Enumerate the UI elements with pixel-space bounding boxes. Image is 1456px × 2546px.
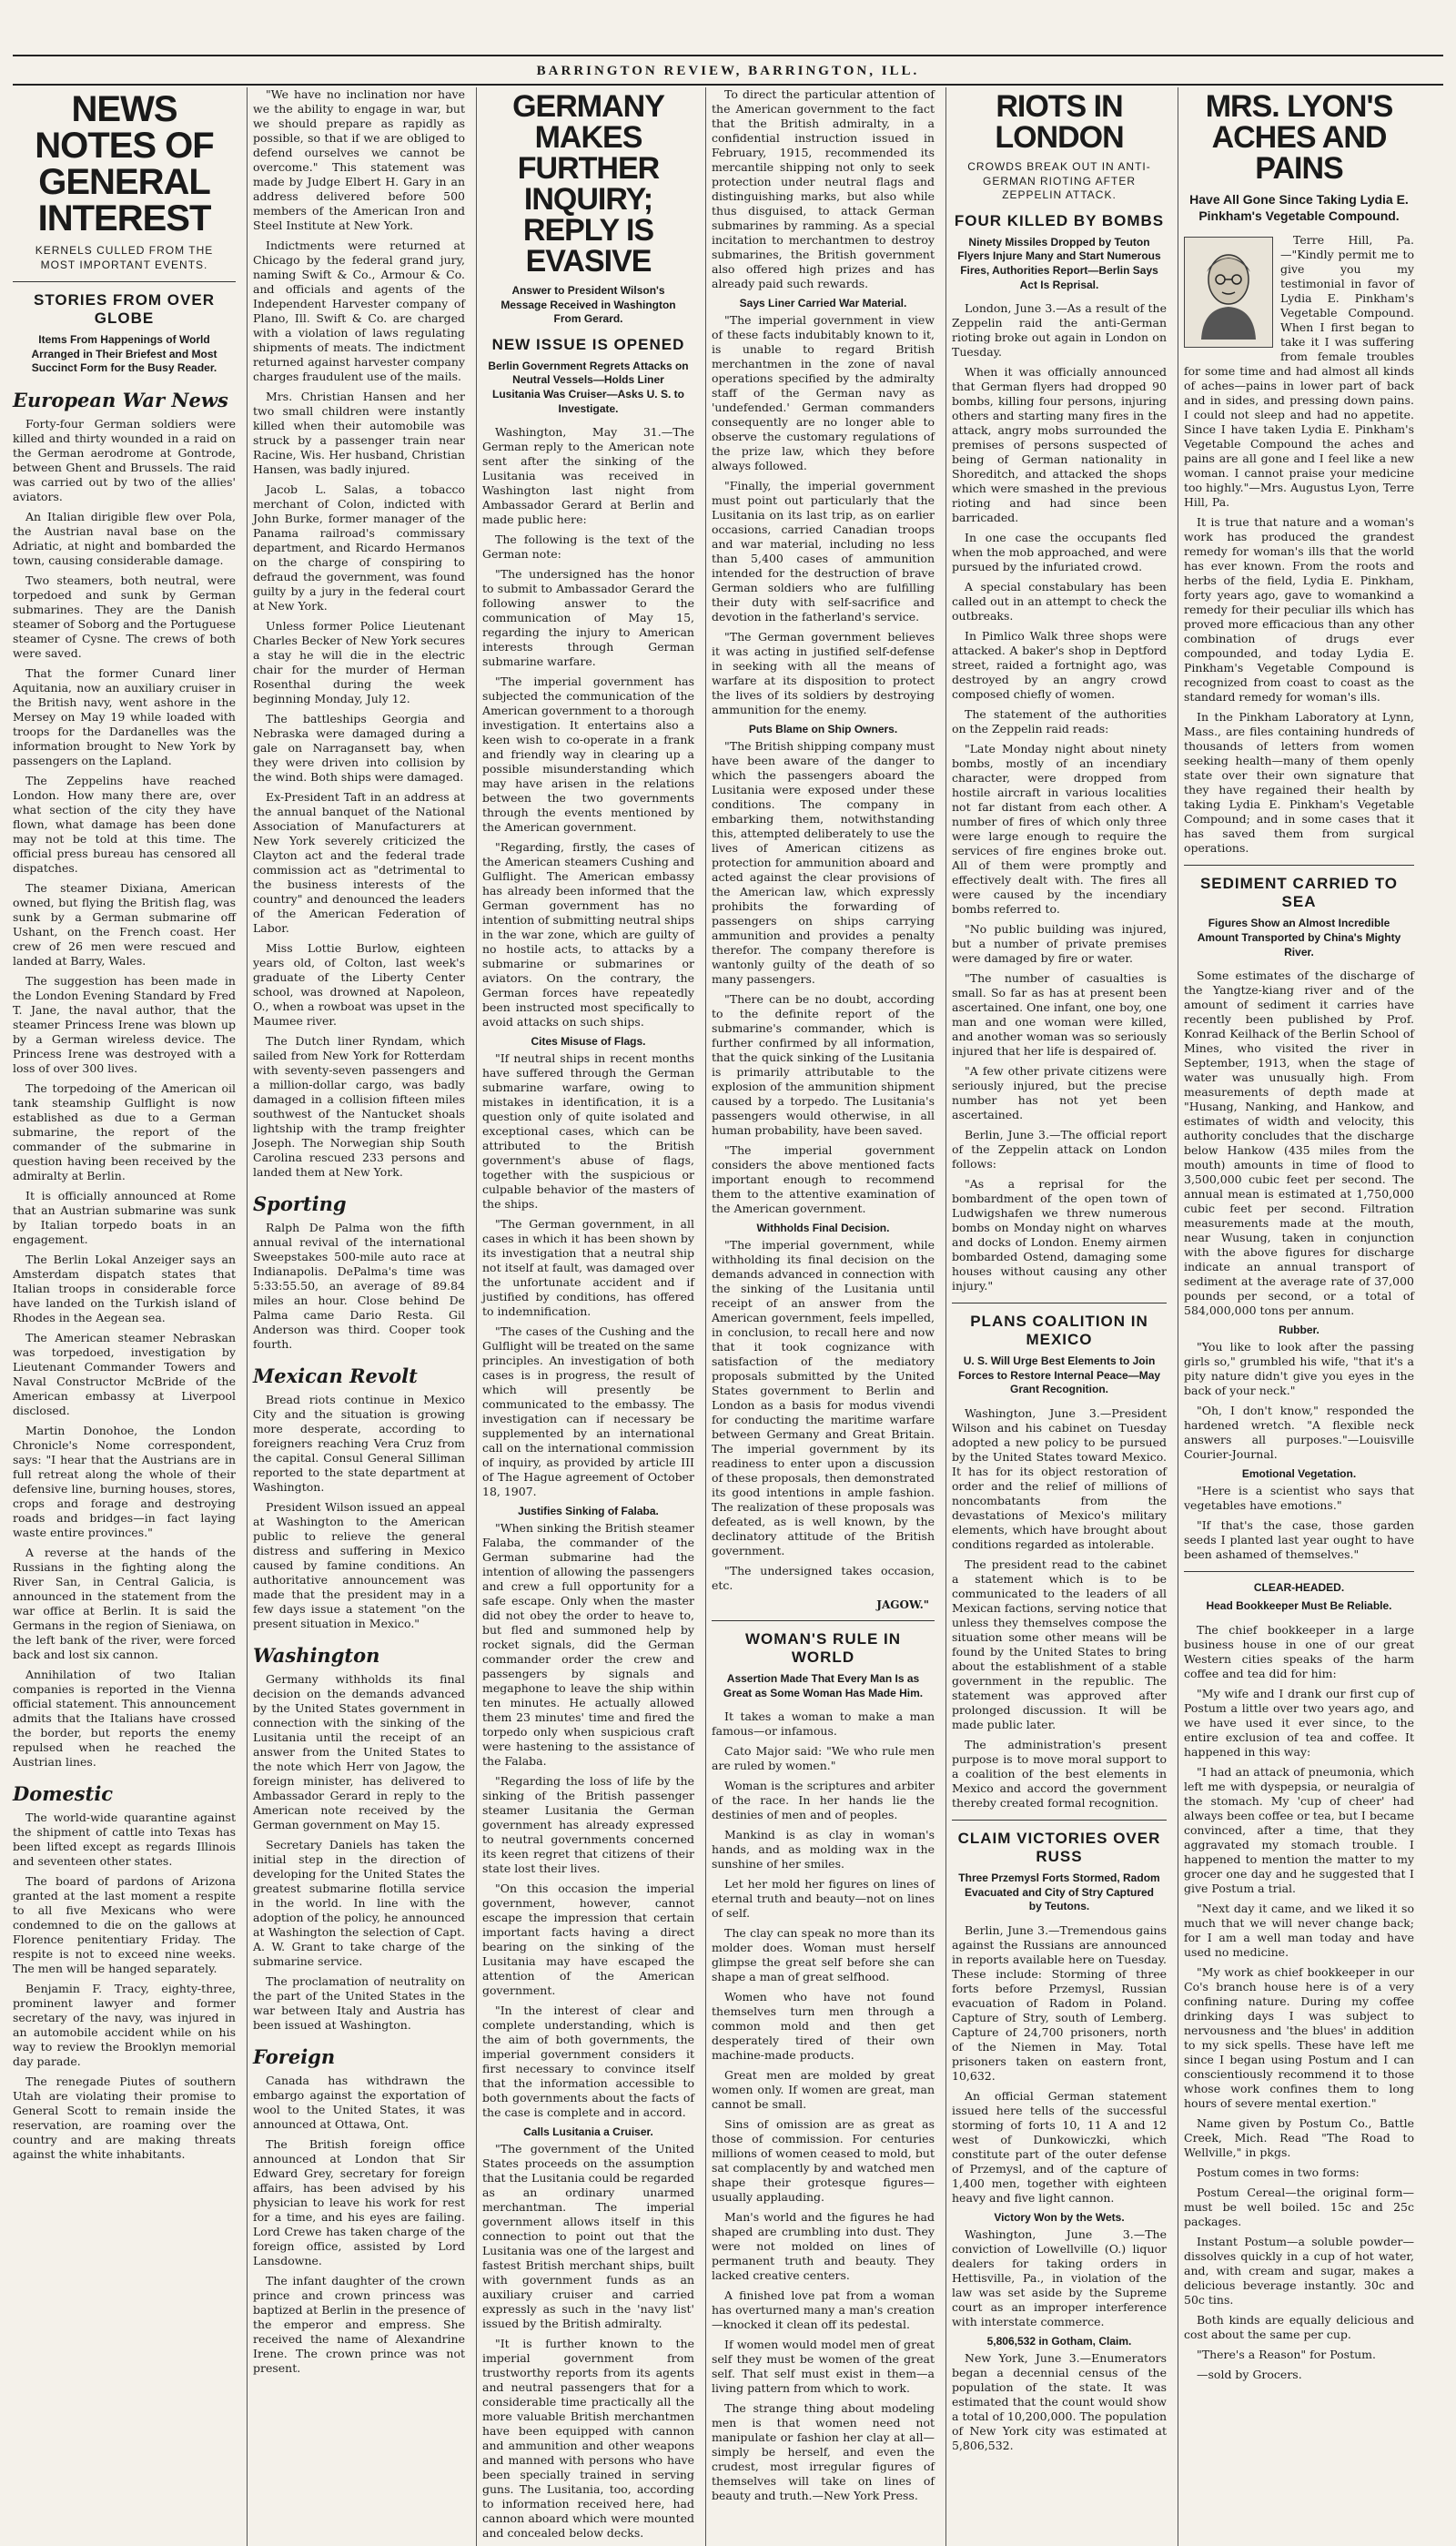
paragraph: To direct the particular attention of the American government to the fact that the British admiralty, in a confidential instruction issued in February, 1915, recommended its mercantile shipping not only to seek protection under neutral flags and distinguishing marks, but also while thus disguised, to attack German submarines by ramming. As a special incitation to merchantmen to destroy submarines, the British government also offered high prizes and has already paid such rewards. bbox=[712, 87, 935, 290]
paragraph: "Oh, I don't know," responded the hardened wretch. "A flexible neck answers all purposes."—Louisville Courier-Journal. bbox=[1184, 1404, 1414, 1462]
paragraph: "Here is a scientist who says that vegetables have emotions." bbox=[1184, 1484, 1414, 1513]
column-2 bbox=[247, 87, 465, 2546]
paragraph: The American steamer Nebraskan was torpedoed, investigation by Lieutenant Commander Towers and Naval Constructor McBride of the American embassy at Liverpool disclosed. bbox=[13, 1330, 236, 1417]
paras-rubber bbox=[1184, 1340, 1414, 1462]
paragraph: "I had an attack of pneumonia, which left me with dyspepsia, or neuralgia of the stomach. My 'cup of cheer' had always been coffee or tea, but I became convinced, after a time, that they aggravated my stomach trouble. I happened to mention the matter to my grocer one day and he suggested that I give Postum a trial. bbox=[1184, 1764, 1414, 1895]
paragraph: "A few other private citizens were seriously injured, but the precise number has not yet been ascertained. bbox=[952, 1064, 1167, 1122]
paragraph: The torpedoing of the American oil tank steamship Gulflight is now established as due to a German submarine, the report of the commander of the submarine in question having been received by the admiralty at Berlin. bbox=[13, 1080, 236, 1182]
divider bbox=[952, 1820, 1167, 1821]
deck-answer: Answer to President Wilson's Message Received in Washington From Gerard. bbox=[500, 284, 676, 326]
paragraph: "The British shipping company must have been aware of the danger to which the passengers aboard the Lusitania were exposed under these conditions. The company in embarking them, notwithstanding this, attempted deliberately to use the lives of American citizens as protection for ammunition aboard and acted against the clear provisions of the American law, which expressly prohibits the forwarding of passengers on ships carrying ammunition and provides a penalty therefor. The company therefore is wantonly guilty of the death of so many passengers. bbox=[712, 739, 935, 986]
column-3 bbox=[476, 87, 694, 2546]
subhead-cruiser: Calls Lusitania a Cruiser. bbox=[523, 2125, 653, 2139]
paragraph: Two steamers, both neutral, were torpedoed and sunk by German submarines. They are the Danish steamer of Soborg and the Portuguese steamer of Cysne. The crews of both were saved. bbox=[13, 573, 236, 660]
paragraph: "You like to look after the passing girls so," grumbled his wife, "that it's a pity nature didn't give you eyes in the back of your neck." bbox=[1184, 1340, 1414, 1398]
paragraph: "The cases of the Cushing and the Gulflight will be treated on the same principles. An investigation of both cases is in progress, the result of which will presently be communicated to the embassy. The investigation can if necessary be supplemented by an international call on the international commission of inquiry, as provided by article III of The Hague agreement of October 18, 1907. bbox=[482, 1324, 694, 1499]
paragraph: Cato Major said: "We who rule men are ruled by women." bbox=[712, 1744, 935, 1773]
divider bbox=[712, 1620, 935, 1621]
portrait-icon bbox=[1192, 245, 1265, 340]
paragraph: The Zeppelins have reached London. How many there are, over what section of the city they have flown, what damage has been done may not be told at this time. The official press bureau has censored all dispatches. bbox=[13, 773, 236, 875]
paragraph: London, June 3.—As a result of the Zeppelin raid the anti-German rioting broke out again in London on Tuesday. bbox=[952, 301, 1167, 360]
paragraph: Washington, May 31.—The German reply to the American note sent after the sinking of the Lusitania was received in Washington last night from Ambassador Gerard at Berlin and made public here: bbox=[482, 425, 694, 527]
divider bbox=[1184, 865, 1414, 866]
subhead-crowds: CROWDS BREAK OUT IN ANTI-GERMAN RIOTING AFTER ZEPPELIN ATTACK. bbox=[967, 160, 1151, 202]
paragraph: The steamer Dixiana, American owned, but flying the British flag, was sunk by a German submarine off Ushant, on the French coast. Her crew of 26 men were rescued and landed at Barry, Wales. bbox=[13, 880, 236, 968]
paragraph: A reverse at the hands of the Russians in the fighting along the River San, in Central Galicia, is announced in the statement from the war office at Berlin. It is said the Germans in the region of Sieniawa, on the left bank of the river, were forced back and lost six cannon. bbox=[13, 1545, 236, 1661]
paras-emotional bbox=[1184, 1484, 1414, 1562]
paragraph: The infant daughter of the crown prince and crown princess was baptized at Berlin in the presence of the emperor and empress. She received the name of Alexandrine Irene. The crown prince was not present. bbox=[253, 2274, 465, 2375]
column-5 bbox=[945, 87, 1167, 2546]
paras-womans-rule bbox=[712, 1709, 935, 2503]
deck-coalition: U. S. Will Urge Best Elements to Join Forces to Restore Internal Peace—May Grant Recognition. bbox=[957, 1354, 1161, 1396]
headline-victories: CLAIM VICTORIES OVER RUSS bbox=[957, 1829, 1161, 1865]
paragraph: Woman is the scriptures and arbiter of the race. In her hands lie the destinies of men and of peoples. bbox=[712, 1779, 935, 1822]
paragraph: That the former Cunard liner Aquitania, now an auxiliary cruiser in the British navy, went ashore in the Mersey on May 19 while loaded with troops for the Dardanelles was the information brought to New York by passengers on the Lapland. bbox=[13, 665, 236, 767]
subhead-rubber: Rubber. bbox=[1279, 1324, 1320, 1337]
paragraph: Instant Postum—a soluble powder—dissolves quickly in a cup of hot water, and, with cream and sugar, makes a delicious beverage instantly. 30c and 50c tins. bbox=[1184, 2234, 1414, 2307]
masthead-rule-bottom bbox=[13, 84, 1443, 86]
headline-germany: GERMANY MAKES FURTHER INQUIRY; REPLY IS EVASIVE bbox=[512, 89, 664, 279]
paragraph: "The imperial government in view of these facts indubitably known to it, is unable to regard British merchantmen in the zone of naval operations specified by the admiralty staff of the German navy as 'undefended.' German commanders consequently are no longer able to observe the customary regulations of the prize law, which they before always followed. bbox=[712, 313, 935, 472]
paragraph: The board of pardons of Arizona granted at the last moment a respite to all five Mexicans who were condemned to die on the gallows at Florence penitentiary Friday. The respite is not to exceed nine weeks. The men will be hanged separately. bbox=[13, 1873, 236, 1975]
paras-postum bbox=[1184, 1623, 1414, 2382]
headline-clear-headed: CLEAR-HEADED. bbox=[1253, 1581, 1345, 1595]
paragraph: New York, June 3.—Enumerators began a decennial census of the population of the state. It was estimated that the count would show a total of 10,200,000. The population of New York city was estimated at 5,806,532. bbox=[952, 2350, 1167, 2452]
deck-ninety: Ninety Missiles Dropped by Teuton Flyers Injure Many and Start Numerous Fires, Authorities Report—Berlin Says Act Is Reprisal. bbox=[957, 235, 1161, 291]
paras-victories bbox=[952, 1923, 1167, 2206]
banner-new-issue: NEW ISSUE IS OPENED bbox=[491, 335, 685, 353]
divider bbox=[1184, 1571, 1414, 1572]
paragraph: Let her mold her figures on lines of eternal truth and beauty—not on lines of self. bbox=[712, 1877, 935, 1921]
deck-berlin: Berlin Government Regrets Attacks on Neutral Vessels—Holds Liner Lusitania Was Cruiser—Asks U. S. to Investigate. bbox=[488, 359, 689, 415]
paragraph: The following is the text of the German note: bbox=[482, 533, 694, 562]
paragraph: Man's world and the figures he had shaped are crumbling into dust. They were not molded on lines of permanent truth and beauty. They lacked creative centers. bbox=[712, 2210, 935, 2283]
paragraph: Name given by Postum Co., Battle Creek, Mich. Read "The Road to Wellville," in pkgs. bbox=[1184, 2115, 1414, 2159]
paragraph: A finished love pat from a woman has overturned many a man's creation—knocked it clean off its pedestal. bbox=[712, 2288, 935, 2332]
paragraph: Annihilation of two Italian companies is reported in the Vienna official statement. This announcement admits that the Italians have crossed the border, but reports the enemy repulsed when he reached the Austrian lines. bbox=[13, 1667, 236, 1769]
paragraph: An official German statement issued here tells of the successful storming of forts 10, 11 A and 12 west of Dunkowiczki, which constitute part of the outer defense of Przemysl, and of the capture of 1,400 men, together with eighteen heavy and five light cannon. bbox=[952, 2088, 1167, 2205]
paragraph: "Late Monday night about ninety bombs, mostly of an incendiary character, were dropped from hostile aircraft in various localities not far distant from each other. A number of fires of which only three were large enough to require the services of fire engines broke out. All of them were promptly and effectively dealt with. The fires all were caused by the incendiary bombs referred to. bbox=[952, 742, 1167, 917]
deck-sediment: Figures Show an Almost Incredible Amount Transported by China's Mighty River. bbox=[1197, 917, 1401, 959]
paragraph: "Regarding the loss of life by the sinking of the British passenger steamer Lusitania the German government has already expressed to neutral governments concerned its keen regret that citizens of their state lost their lives. bbox=[482, 1774, 694, 1876]
paragraph: In one case the occupants fled when the mob approached, and were pursued by the infuriated crowd. bbox=[952, 531, 1167, 574]
paras-col3-a bbox=[482, 425, 694, 1030]
paras-col3-d bbox=[482, 2142, 694, 2541]
paragraph: "The undersigned has the honor to submit to Ambassador Gerard the following answer to the communication of May 15, regarding the injury to American interests through German submarine warfare. bbox=[482, 567, 694, 669]
section-european-war: European War News bbox=[13, 388, 228, 411]
paragraph: "The imperial government, while withholding its final decision on the demands advanced in connection with the sinking of the Lusitania until receipt of an answer from the American government, feels impelled, in conclusion, to recall here and now that it took cognizance with satisfaction of the mediatory proposals submitted by the United States government to Berlin and London as a basis for modus vivendi for conducting the maritime warfare between Germany and Great Britain. The imperial government by its readiness to enter upon a discussion of these proposals, then demonstrated its good intentions in ample fashion. The realization of these proposals was defeated, as is well known, by the declinatory attitude of the British government. bbox=[712, 1238, 935, 1557]
paras-european-war bbox=[13, 417, 236, 1770]
deck-przemysl: Three Przemysl Forts Stormed, Radom Evacuated and City of Stry Captured by Teutons. bbox=[958, 1871, 1160, 1913]
paragraph: The British foreign office announced at London that Sir Edward Grey, secretary for foreign affairs, has been advised by his physician to leave his work for rest for a time, and his eyes are failing. Lord Crewe has taken charge of the foreign office, assisted by Lord Lansdowne. bbox=[253, 2137, 465, 2267]
deck-items: Items From Happenings of World Arranged in Their Briefest and Most Succinct Form for the Busy Reader. bbox=[31, 333, 217, 375]
paragraph: Both kinds are equally delicious and cost about the same per cup. bbox=[1184, 2312, 1414, 2341]
paragraph: The Berlin Lokal Anzeiger says an Amsterdam dispatch states that Italian troops in considerable force have landed on the Turkish island of Rhodes in the Aegean sea. bbox=[13, 1252, 236, 1324]
paragraph: The statement of the authorities on the Zeppelin raid reads: bbox=[952, 707, 1167, 736]
paragraph: "As a reprisal for the bombardment of the open town of Ludwigshafen we threw numerous bombs on Monday night on wharves and docks of London. Enemy airmen bombarded Ostend, damaging some houses without causing any other injury." bbox=[952, 1177, 1167, 1293]
paras-col3-b bbox=[482, 1051, 694, 1499]
paragraph: Germany withholds its final decision on the demands advanced by the United States government in connection with the sinking of the Lusitania until the receipt of an answer from the United States to the note which Herr von Jagow, the foreign minister, has delivered to Ambassador Gerard in reply to the American note received by the German government on May 15. bbox=[253, 1672, 465, 1831]
paragraph: Martin Donohoe, the London Chronicle's Nome correspondent, says: "I hear that the Austrians are in full retreat along the whole of their defensive line, burning houses, stores, crops and forage and destroying roads and bridges—in fact laying waste entire provinces." bbox=[13, 1423, 236, 1539]
paragraph: "There can be no doubt, according to the definite report of the submarine's commander, which is further confirmed by all information, that the quick sinking of the Lusitania is primarily attributable to the explosion of the ammunition shipment caused by a torpedo. The Lusitania's passengers would otherwise, in all human probability, have been saved. bbox=[712, 992, 935, 1137]
paragraph: Postum Cereal—the original form—must be well boiled. 15c and 25c packages. bbox=[1184, 2185, 1414, 2228]
paragraph: Washington, June 3.—President Wilson and his cabinet on Tuesday adopted a new policy to be pursued by the United States toward Mexico. It has for its object restoration of order and the relief of millions of noncombatants from the devastations of Mexico's military elements, which have brought about conditions regarded as intolerable. bbox=[952, 1405, 1167, 1551]
paragraph: "My wife and I drank our first cup of Postum a little over two years ago, and we have used it ever since, to the entire exclusion of tea and coffee. It happened in this way: bbox=[1184, 1686, 1414, 1759]
paras-wets bbox=[952, 2227, 1167, 2329]
masthead-rule-top bbox=[13, 55, 1443, 56]
paragraph: The strange thing about modeling men is that women need not manipulate or fashion her clay at all—simply be herself, and even the crudest, most irregular figures of themselves will take on lines of beauty and truth.—New York Press. bbox=[712, 2401, 935, 2503]
paragraph: The administration's present purpose is to move moral support to a coalition of the best elements in Mexico and accord the government thereby created formal recognition. bbox=[952, 1737, 1167, 1810]
paragraph: "When sinking the British steamer Falaba, the commander of the German submarine had the intention of allowing the passengers and crew a full opportunity for a safe escape. Only when the master did not obey the order to heave to, but fled and summoned help by rocket signals, did the German commander order the crew and passengers by signals and megaphone to leave the ship within ten minutes. He actually allowed them 23 minutes' time and fired the torpedo only when suspicious craft were hastening to the assistance of the Falaba. bbox=[482, 1521, 694, 1769]
paragraph: "The German government believes it was acting in justified self-defense in seeking with all the means of warfare at its disposition to protect the lives of its soldiers by destroying ammunition for the enemy. bbox=[712, 630, 935, 716]
subhead-gotham: 5,806,532 in Gotham, Claim. bbox=[986, 2334, 1132, 2348]
columns bbox=[13, 87, 1443, 2541]
subhead-emotional: Emotional Vegetation. bbox=[1241, 1467, 1357, 1481]
paragraph: Mankind is as clay in woman's hands, and as molding wax in the sunshine of her smiles. bbox=[712, 1828, 935, 1871]
paragraph: It is officially announced at Rome that an Austrian submarine was sunk by Italian torpedo boats in an engagement. bbox=[13, 1188, 236, 1246]
paragraph: Berlin, June 3.—Tremendous gains against the Russians are announced in reports available here on Tuesday. These include: Storming of three forts before Przemysl, Russian evacuation of Radom in Poland. Capture of Stry, south of Lemberg. Capture of 24,700 prisoners, north of the Niemen in May. Total prisoners taken on eastern front, 10,632. bbox=[952, 1922, 1167, 2083]
paragraph: "If neutral ships in recent months have suffered through the German submarine warfare, owing to mistakes in identification, it is a question only of quite isolated and exceptional cases, which can be attributed to the British government's abuse of flags, together with the suspicious or culpable behavior of the masters of the ships. bbox=[482, 1051, 694, 1212]
paragraph: "No public building was injured, but a number of private premises were damaged by fire or water. bbox=[952, 922, 1167, 966]
paras-mexican bbox=[253, 1393, 465, 1631]
paragraph: Miss Lottie Burlow, eighteen years old, of Colton, last week's graduate of the Liberty Center school, was drowned at Napoleon, O., when a rowboat was upset in the Maumee river. bbox=[253, 941, 465, 1028]
paragraph: "Regarding, firstly, the cases of the American steamers Cushing and Gulflight. The American embassy has already been informed that the German government has no intention of submitting neutral ships in the war zone, which are guilty of no hostile acts, to attacks by a submarine or submarines or aviators. On the contrary, the German forces have repeatedly been instructed most specifically to avoid attacks on such ships. bbox=[482, 840, 694, 1030]
column-1 bbox=[13, 87, 236, 2546]
paragraph: "We have no inclination nor have we the ability to engage in war, but we should prepare as rapidly as possible, so that if we are obliged to defend ourselves we cannot be overcome." This statement was made by Judge Elbert H. Gary in an address delivered before 500 members of the American Iron and Steel Institute at New York. bbox=[253, 87, 465, 232]
paragraph: Benjamin F. Tracy, eighty-three, prominent lawyer and former secretary of the navy, was injured in an automobile accident while on his way to review the Brooklyn memorial day parade. bbox=[13, 1981, 236, 2068]
paras-riots bbox=[952, 301, 1167, 1293]
paragraph: "The imperial government has subjected the communication of the American government to a thorough investigation. It entertains also a keen wish to co-operate in a frank and friendly way in clearing up a possible misunderstanding which may have arisen in the relations between the two governments through the events mentioned by the American government. bbox=[482, 675, 694, 835]
paragraph: A special constabulary has been called out in an attempt to check the outbreaks. bbox=[952, 580, 1167, 624]
paras-col4-a bbox=[712, 87, 935, 291]
paragraph: When it was officially announced that German flyers had dropped 90 bombs, killing four persons, injuring others and starting many fires in the attack, angry mobs surrounded the premises of persons suspected of being of German nationality in Shoreditch, and attacked the shops which were smashed in the previous rioting and had since been barricaded. bbox=[952, 365, 1167, 525]
paragraph: "My work as chief bookkeeper in our Co's branch house here is of a very confining nature. During my coffee drinking days I was subject to nervousness and 'the blues' in addition to my sick spells. These have left me since I began using Postum and I can conscientiously recommend it to those whose work confines them to long hours of severe mental exertion." bbox=[1184, 1964, 1414, 2110]
subhead-war-material: Says Liner Carried War Material. bbox=[739, 297, 907, 309]
paras-sediment bbox=[1184, 969, 1414, 1318]
paragraph: The world-wide quarantine against the shipment of cattle into Texas has been lifted except as regards Illinois and seventeen other states. bbox=[13, 1810, 236, 1868]
paras-col3-c bbox=[482, 1521, 694, 2120]
paragraph: Postum comes in two forms: bbox=[1197, 2165, 1360, 2179]
paras-col4-d bbox=[712, 1238, 935, 1593]
paragraph: President Wilson issued an appeal at Washington to the American public to relieve the general distress and suffering in Mexico caused by famine conditions. An authoritative announcement was made that the president may in a few days issue a statement "on the present situation in Mexico." bbox=[253, 1500, 465, 1630]
paragraph: The proclamation of neutrality on the part of the United States in the war between Italy and Austria has been issued at Washington. bbox=[253, 1974, 465, 2032]
headline-coalition: PLANS COALITION IN MEXICO bbox=[970, 1313, 1148, 1349]
paragraph: "The government of the United States proceeds on the assumption that the Lusitania could be regarded as an ordinary unarmed merchantman. The imperial government allows itself in this connection to point out that the Lusitania was one of the largest and fastest British merchant ships, built with government funds as an auxiliary cruiser and carried expressly as such in the 'navy list' issued by the British admiralty. bbox=[482, 2142, 694, 2331]
paras-domestic bbox=[13, 1811, 236, 2162]
paragraph: Mrs. Christian Hansen and her two small children were instantly killed when their automobile was struck by a passenger train near Racine, Wis. Her husband, Christian Hansen, was badly injured. bbox=[253, 390, 465, 476]
subhead-wets: Victory Won by the Wets. bbox=[994, 2210, 1125, 2224]
paras-col4-c bbox=[712, 739, 935, 1216]
headline-mrs-lyon: MRS. LYON'S ACHES AND PAINS bbox=[1205, 89, 1393, 186]
paragraph: "If that's the case, those garden seeds I planted last year ought to have been ashamed of themselves." bbox=[1184, 1518, 1414, 1562]
paragraph: Great men are molded by great women only. If women are great, man cannot be small. bbox=[712, 2068, 935, 2112]
paragraph: Canada has withdrawn the embargo against the exportation of wool to the United States, it was announced at Ottawa, Ont. bbox=[253, 2074, 465, 2131]
paragraph: "The undersigned takes occasion, etc. bbox=[712, 1564, 935, 1592]
paragraph: "There's a Reason" for Postum. bbox=[1197, 2347, 1376, 2361]
column-4 bbox=[705, 87, 935, 2546]
paragraph: "In the interest of clear and complete understanding, which is the aim of both governments, the imperial government considers it first necessary to convince itself that the information accessible to both governments about the facts of the case is complete and in accord. bbox=[482, 2003, 694, 2120]
paragraph: Indictments were returned at Chicago by the federal grand jury, naming Swift & Co., Armour & Co. and officials and agents of the Independent Harvester company of Plano, Ill. Swift & Co. are charged with a violation of laws regulating shipments of meats. The indictment returned against harvester company charges fraudulent use of the mails. bbox=[253, 238, 465, 383]
paragraph: In the Pinkham Laboratory at Lynn, Mass., are files containing hundreds of thousands of letters from women seeking health—many of them openly state over their own signature that they have regained their health by taking Lydia E. Pinkham's Vegetable Compound; and in some cases that it has saved them from surgical operations. bbox=[1184, 710, 1414, 856]
paragraph: Berlin, June 3.—The official report of the Zeppelin attack on London follows: bbox=[952, 1128, 1167, 1172]
column-6 bbox=[1178, 87, 1414, 2546]
paragraph: Terre Hill, Pa.—"Kindly permit me to give you my testimonial in favor of Lydia E. Pinkham's Vegetable Compound. When I first began to take it I was suffering from female troubles for some time and had almost all kinds of aches—pains in lower part of back and in sides, and pressing down pains. I could not sleep and had no appetite. Since I have taken Lydia E. Pinkham's Vegetable Compound the aches and pains are all gone and I feel like a new woman. I cannot praise your medicine too highly."—Mrs. Augustus Lyon, Terre Hill, Pa. bbox=[1184, 233, 1414, 510]
headline-news-notes: NEWS NOTES OF GENERAL INTEREST bbox=[35, 89, 214, 238]
paras-coalition bbox=[952, 1406, 1167, 1811]
paragraph: "It is further known to the imperial government from trustworthy reports from its agents and neutral passengers that for a considerable time practically all the more valuable British merchantmen have been equipped with cannon and ammunition and other weapons and manned with persons who have been specially trained in serving guns. The Lusitania, too, according to information received here, had cannon aboard which were mounted and concealed below decks. bbox=[482, 2337, 694, 2541]
paragraph: "Finally, the imperial government must point out particularly that the Lusitania on its last trip, as on earlier occasions, carried Canadian troops and war material, including no less than 5,400 cases of ammunition intended for the destruction of brave German soldiers who are fulfilling their duty with self-sacrifice and devotion in the fatherland's service. bbox=[712, 479, 935, 624]
paragraph: Sins of omission are as great as those of commission. For centuries millions of women ceased to mold, but sat complacently by and watched men shape their grotesque figures—usually applauding. bbox=[712, 2117, 935, 2205]
paragraph: "The imperial government considers the above mentioned facts important enough to recommend them to the attentive examination of the American government. bbox=[712, 1143, 935, 1215]
subhead-kernels: KERNELS CULLED FROM THE MOST IMPORTANT EVENTS. bbox=[35, 244, 214, 271]
paragraph: Washington, June 3.—The conviction of Lowellville (O.) liquor dealers for taking orders in Hettisville, Pa., in violation of the law was set aside by the Supreme court as an improper interference with interstate commerce. bbox=[952, 2226, 1167, 2328]
deck-pinkham: Have All Gone Since Taking Lydia E. Pinkham's Vegetable Compound. bbox=[1189, 192, 1409, 224]
banner-stories: STORIES FROM OVER GLOBE bbox=[34, 291, 215, 328]
paragraph: Secretary Daniels has taken the initial step in the direction of developing for the United States the greatest submarine flotilla service in the world. In line with the adoption of the policy, he announced at Washington the selection of Capt. A. W. Grant to take charge of the submarine service. bbox=[253, 1838, 465, 1968]
subhead-withholds: Withholds Final Decision. bbox=[756, 1222, 890, 1234]
paragraph: An Italian dirigible flew over Pola, the Austrian naval base on the Adriatic, at night and bombarded the town, causing considerable damage. bbox=[13, 509, 236, 567]
paragraph: Bread riots continue in Mexico City and the situation is growing more desperate, according to foreigners reaching Vera Cruz from the capital. Consul General Silliman reported to the state department at Washington. bbox=[253, 1393, 465, 1494]
paras-washington bbox=[253, 1672, 465, 2033]
paras-foreign bbox=[253, 2074, 465, 2376]
portrait-woman-image bbox=[1184, 237, 1273, 348]
paragraph: Unless former Police Lieutenant Charles Becker of New York secures a stay he will die in the electric chair for the murder of Herman Rosenthal during the week beginning Monday, July 12. bbox=[253, 619, 465, 705]
masthead: BARRINGTON REVIEW, BARRINGTON, ILL. bbox=[536, 64, 920, 78]
paragraph: "The German government, in all cases in which it has been shown by its investigation that a neutral ship not itself at fault, was damaged over the unfortunate accident and if justified by conditions, has offered to indemnification. bbox=[482, 1217, 694, 1319]
section-sporting: Sporting bbox=[253, 1192, 347, 1215]
paragraph: "On this occasion the imperial government, however, cannot escape the impression that certain important facts having a direct bearing on the sinking of the Lusitania may have escaped the attention of the American government. bbox=[482, 1882, 694, 1998]
paras-col2 bbox=[253, 87, 465, 1180]
paragraph: Ex-President Taft in an address at the annual banquet of the National Association of Manufacturers at New York severely criticized the Clayton act and the federal trade commission act as "detrimental to the business interests of the country" and denounced the leaders of the American Federation of Labor. bbox=[253, 790, 465, 935]
paragraph: "The number of casualties is small. So far as has at present been ascertained. One infant, one boy, one man and one woman were killed, and another woman was so seriously injured that her life is despaired of. bbox=[952, 971, 1167, 1059]
section-domestic: Domestic bbox=[13, 1781, 114, 1805]
paragraph: —sold by Grocers. bbox=[1197, 2367, 1302, 2381]
paras-gotham bbox=[952, 2351, 1167, 2453]
paragraph: The clay can speak no more than its molder does. Woman must herself glimpse the great self before she can shape a man of great selfhood. bbox=[712, 1926, 935, 1984]
subhead-ship-owners: Puts Blame on Ship Owners. bbox=[748, 723, 898, 735]
section-mexican: Mexican Revolt bbox=[253, 1364, 418, 1387]
paragraph: Jacob L. Salas, a tobacco merchant of Colon, indicted with John Burke, former manager of the Panama railroad's commissary department, and Ricardo Hermanos on the charge of conspiring to defraud the government, was found guilty by a jury in the federal court at New York. bbox=[253, 482, 465, 613]
headline-riots: RIOTS IN LONDON bbox=[995, 89, 1124, 155]
paragraph: The battleships Georgia and Nebraska were damaged during a gale on Narragansett bay, when they were driven into collision by the wind. Both ships were damaged. bbox=[253, 712, 465, 784]
section-foreign: Foreign bbox=[253, 2045, 336, 2068]
deck-assertion: Assertion Made That Every Man Is as Great as Some Woman Has Made Him. bbox=[723, 1672, 924, 1699]
paragraph: Women who have not found themselves turn men through a common mold and then get desperately tired of their own machine-made products. bbox=[712, 1990, 935, 2063]
subhead-misuse-flags: Cites Misuse of Flags. bbox=[531, 1035, 646, 1049]
paragraph: The president read to the cabinet a statement which is to be communicated to the leaders of all Mexican factions, serving notice that unless they themselves compose the situation some other means will be found by the United States to bring about the establishment of a stable government in the republic. The statement was approved after prolonged discussion. It will be made public later. bbox=[952, 1557, 1167, 1731]
headline-womans-rule: WOMAN'S RULE IN WORLD bbox=[744, 1630, 902, 1666]
headline-sediment: SEDIMENT CARRIED TO SEA bbox=[1199, 875, 1399, 911]
paragraph: Some estimates of the discharge of the Yangtze-kiang river and of the amount of sediment it carries have recently been published by Prof. Konrad Keilhack of the Berlin School of Mines, who visited the river in September, 1913, when the stage of water was unusually high. From measurements of depth made at "Husang, Nanking, and Hankow, and estimates of width and velocity, this authority concludes that the discharge below Hankow (435 miles from the mouth) amounts in time of flood to 3,500,000 cubic feet per second. The annual mean is estimated at 1,750,000 cubic feet per second. Filtration measurements made at the mouth, near Wusung, taken in conjunction with the above figures for discharge indicate an annual transport of sediment at the average rate of 37,000 pounds per second, or a total of 584,000,000 tons per annum. bbox=[1184, 969, 1414, 1318]
paragraph: The renegade Piutes of southern Utah are violating their promise to General Scott to remain inside the reservation, are roaming over the country and are making threats against the white inhabitants. bbox=[13, 2074, 236, 2161]
paragraph: In Pimlico Walk three shops were attacked. A baker's shop in Deptford street, raided a fortnight ago, was destroyed by an angry crowd composed chiefly of women. bbox=[952, 629, 1167, 702]
paragraph: It is true that nature and a woman's work has produced the grandest remedy for woman's ills that the world has ever known. From the roots and herbs of the field, Lydia E. Pinkham, forty years ago, gave to womankind a remedy for their peculiar ills which has proved more efficacious than any other combination of drugs ever compounded, and today Lydia E. Pinkham's Vegetable Compound is recognized from coast to coast as the standard remedy for woman's ills. bbox=[1184, 515, 1414, 705]
divider bbox=[13, 281, 236, 282]
paragraph: "Next day it came, and we liked it so much that we will never change back; for I am a well man today and have used no medicine. bbox=[1184, 1901, 1414, 1959]
paras-col4-b bbox=[712, 313, 935, 717]
paragraph: It takes a woman to make a man famous—or infamous. bbox=[712, 1709, 935, 1739]
signature-jagow: JAGOW." bbox=[876, 1598, 929, 1611]
deck-bookkeeper: Head Bookkeeper Must Be Reliable. bbox=[1206, 1599, 1392, 1613]
paragraph: The suggestion has been made in the London Evening Standard by Fred T. Jane, the naval author, that the steamer Princess Irene was blown up by a German wireless device. The Princess Irene was destroyed with a loss of over 300 lives. bbox=[13, 973, 236, 1075]
banner-four-killed: FOUR KILLED BY BOMBS bbox=[954, 211, 1165, 229]
paragraph: The chief bookkeeper in a large business house in one of our great Western cities speaks of the harm coffee and tea did for him: bbox=[1184, 1622, 1414, 1680]
paragraph: If women would model men of great self they must be women of the great self. That self must exist in them—a living pattern from which to work. bbox=[712, 2338, 935, 2396]
sport-paragraph: Ralph De Palma won the fifth annual revival of the international Sweepstakes 500-mile auto race at Indianapolis. DePalma's time was 5:33:55.50, an average of 89.84 miles an hour. Close behind De Palma came Dario Resta. Gil Anderson was third. Cooper took fourth. bbox=[253, 1221, 465, 1351]
section-washington: Washington bbox=[253, 1644, 380, 1667]
paragraph: The Dutch liner Ryndam, which sailed from New York for Rotterdam with seventy-seven passengers and a million-dollar cargo, was badly damaged in a collision fifteen miles southwest of the Nantucket shoals lightship with the tramp freighter Joseph. The Norwegian ship South Carolina rescued 233 persons and landed them at New York. bbox=[253, 1034, 465, 1179]
subhead-falaba: Justifies Sinking of Falaba. bbox=[518, 1505, 659, 1518]
paragraph: Forty-four German soldiers were killed and thirty wounded in a raid on the German aerodrome at Gontrode, between Ghent and Brussels. The raid was carried out by two of the allies' aviators. bbox=[13, 416, 236, 503]
